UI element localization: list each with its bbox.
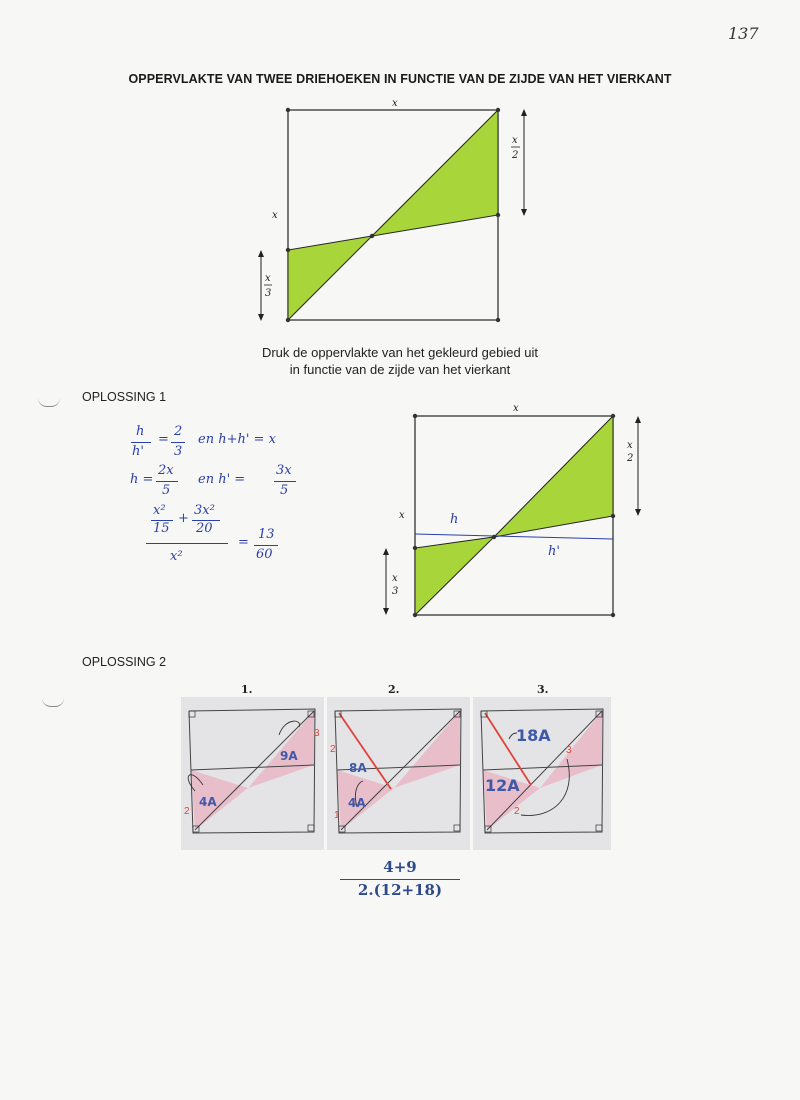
half-numerator: x — [512, 135, 518, 146]
h-prime-num: 3x — [276, 463, 292, 478]
h-value-lhs: h = — [130, 472, 154, 487]
solution2-heading: OPLOSSING 2 — [82, 655, 167, 669]
h-value-den: 5 — [162, 483, 171, 498]
tile-2-label: 2. — [388, 683, 400, 696]
tile-2-mark-b: 1 — [334, 810, 340, 821]
formula-bar — [340, 879, 460, 880]
ratio-num: 2 — [174, 424, 183, 439]
tile-3-mark-a: 3 — [566, 745, 572, 756]
side-label-top: x — [392, 98, 398, 109]
h-prime-lhs: en h' = — [198, 472, 246, 487]
ratio-equals: = — [158, 432, 169, 447]
half-denominator: 2 — [512, 150, 519, 161]
h-label: h — [450, 512, 459, 527]
height-line — [415, 534, 613, 539]
green-triangle-left — [415, 537, 494, 615]
ratio-rest: en h+h' = x — [198, 432, 276, 447]
fraction-bar — [131, 442, 151, 443]
ratio-den: 3 — [174, 444, 183, 459]
green-triangle-right — [372, 110, 498, 236]
tile-3-area-a: 18A — [516, 726, 551, 745]
square-diagram-solution1 — [370, 400, 660, 630]
side-label-left: x — [399, 510, 405, 521]
instruction-line-1: Druk de oppervlakte van het gekleurd gebied uit — [261, 345, 539, 360]
half-denominator: 2 — [627, 453, 634, 464]
third-numerator: x — [265, 273, 271, 284]
third-denominator: 3 — [265, 288, 272, 299]
tile-1-mark-b: 2 — [184, 806, 190, 817]
page-title: OPPERVLAKTE VAN TWEE DRIEHOEKEN IN FUNCTIE VAN DE ZIJDE VAN HET VIERKANT — [128, 72, 672, 86]
punch-mark — [38, 398, 60, 407]
result-num: 13 — [258, 527, 275, 542]
tile-1-area-a: 9A — [280, 749, 298, 763]
h-prime-den: 5 — [280, 483, 289, 498]
instruction-line-2: in functie van de zijde van het vierkant — [289, 362, 511, 377]
tile-3-mark-b: 2 — [514, 806, 520, 817]
tile-3-area-b: 12A — [485, 776, 520, 795]
third-numerator: x — [392, 573, 398, 584]
half-numerator: x — [627, 440, 633, 451]
frac-plus: + — [178, 511, 189, 526]
side-label-top: x — [513, 403, 519, 414]
tile-1-mark-a: 3 — [314, 728, 320, 739]
page-number: 137 — [728, 24, 759, 43]
formula-denominator: 2.(12+18) — [357, 881, 443, 899]
photo-tile-3 — [473, 697, 611, 850]
solution1-heading: OPLOSSING 1 — [82, 390, 167, 404]
photo-tile-1 — [181, 697, 324, 850]
frac-b-den: 20 — [196, 521, 213, 536]
fraction-bar — [156, 481, 178, 482]
tile-2-area-a: 8A — [349, 761, 367, 775]
big-fraction-bar — [146, 543, 228, 544]
square-diagram-top — [240, 95, 560, 335]
result-den: 60 — [256, 547, 273, 562]
tile-1-label: 1. — [241, 683, 253, 696]
tile-1-area-b: 4A — [199, 795, 217, 809]
green-triangle-left — [288, 236, 372, 320]
formula-numerator: 4+9 — [383, 858, 417, 876]
third-denominator: 3 — [392, 586, 399, 597]
instruction — [0, 344, 800, 378]
tile-3-label: 3. — [537, 683, 549, 696]
punch-mark — [42, 698, 64, 707]
tile-2-area-b: 4A — [348, 796, 366, 810]
h-prime-label: h' — [548, 544, 560, 559]
result-equals: = — [238, 535, 249, 550]
frac-b-num: 3x² — [194, 503, 215, 518]
green-triangle-right — [494, 416, 613, 537]
ratio-h-den: h' — [132, 444, 144, 459]
frac-a-den: 15 — [153, 521, 170, 536]
tile-2-mark-a: 2 — [330, 744, 336, 755]
side-label-left: x — [272, 210, 278, 221]
fraction-bar — [274, 481, 296, 482]
fraction-bar — [254, 545, 278, 546]
h-value-num: 2x — [158, 463, 174, 478]
frac-a-num: x² — [153, 503, 166, 518]
fraction-bar — [171, 442, 185, 443]
ratio-h-num: h — [136, 424, 145, 439]
big-den: x² — [170, 549, 183, 564]
